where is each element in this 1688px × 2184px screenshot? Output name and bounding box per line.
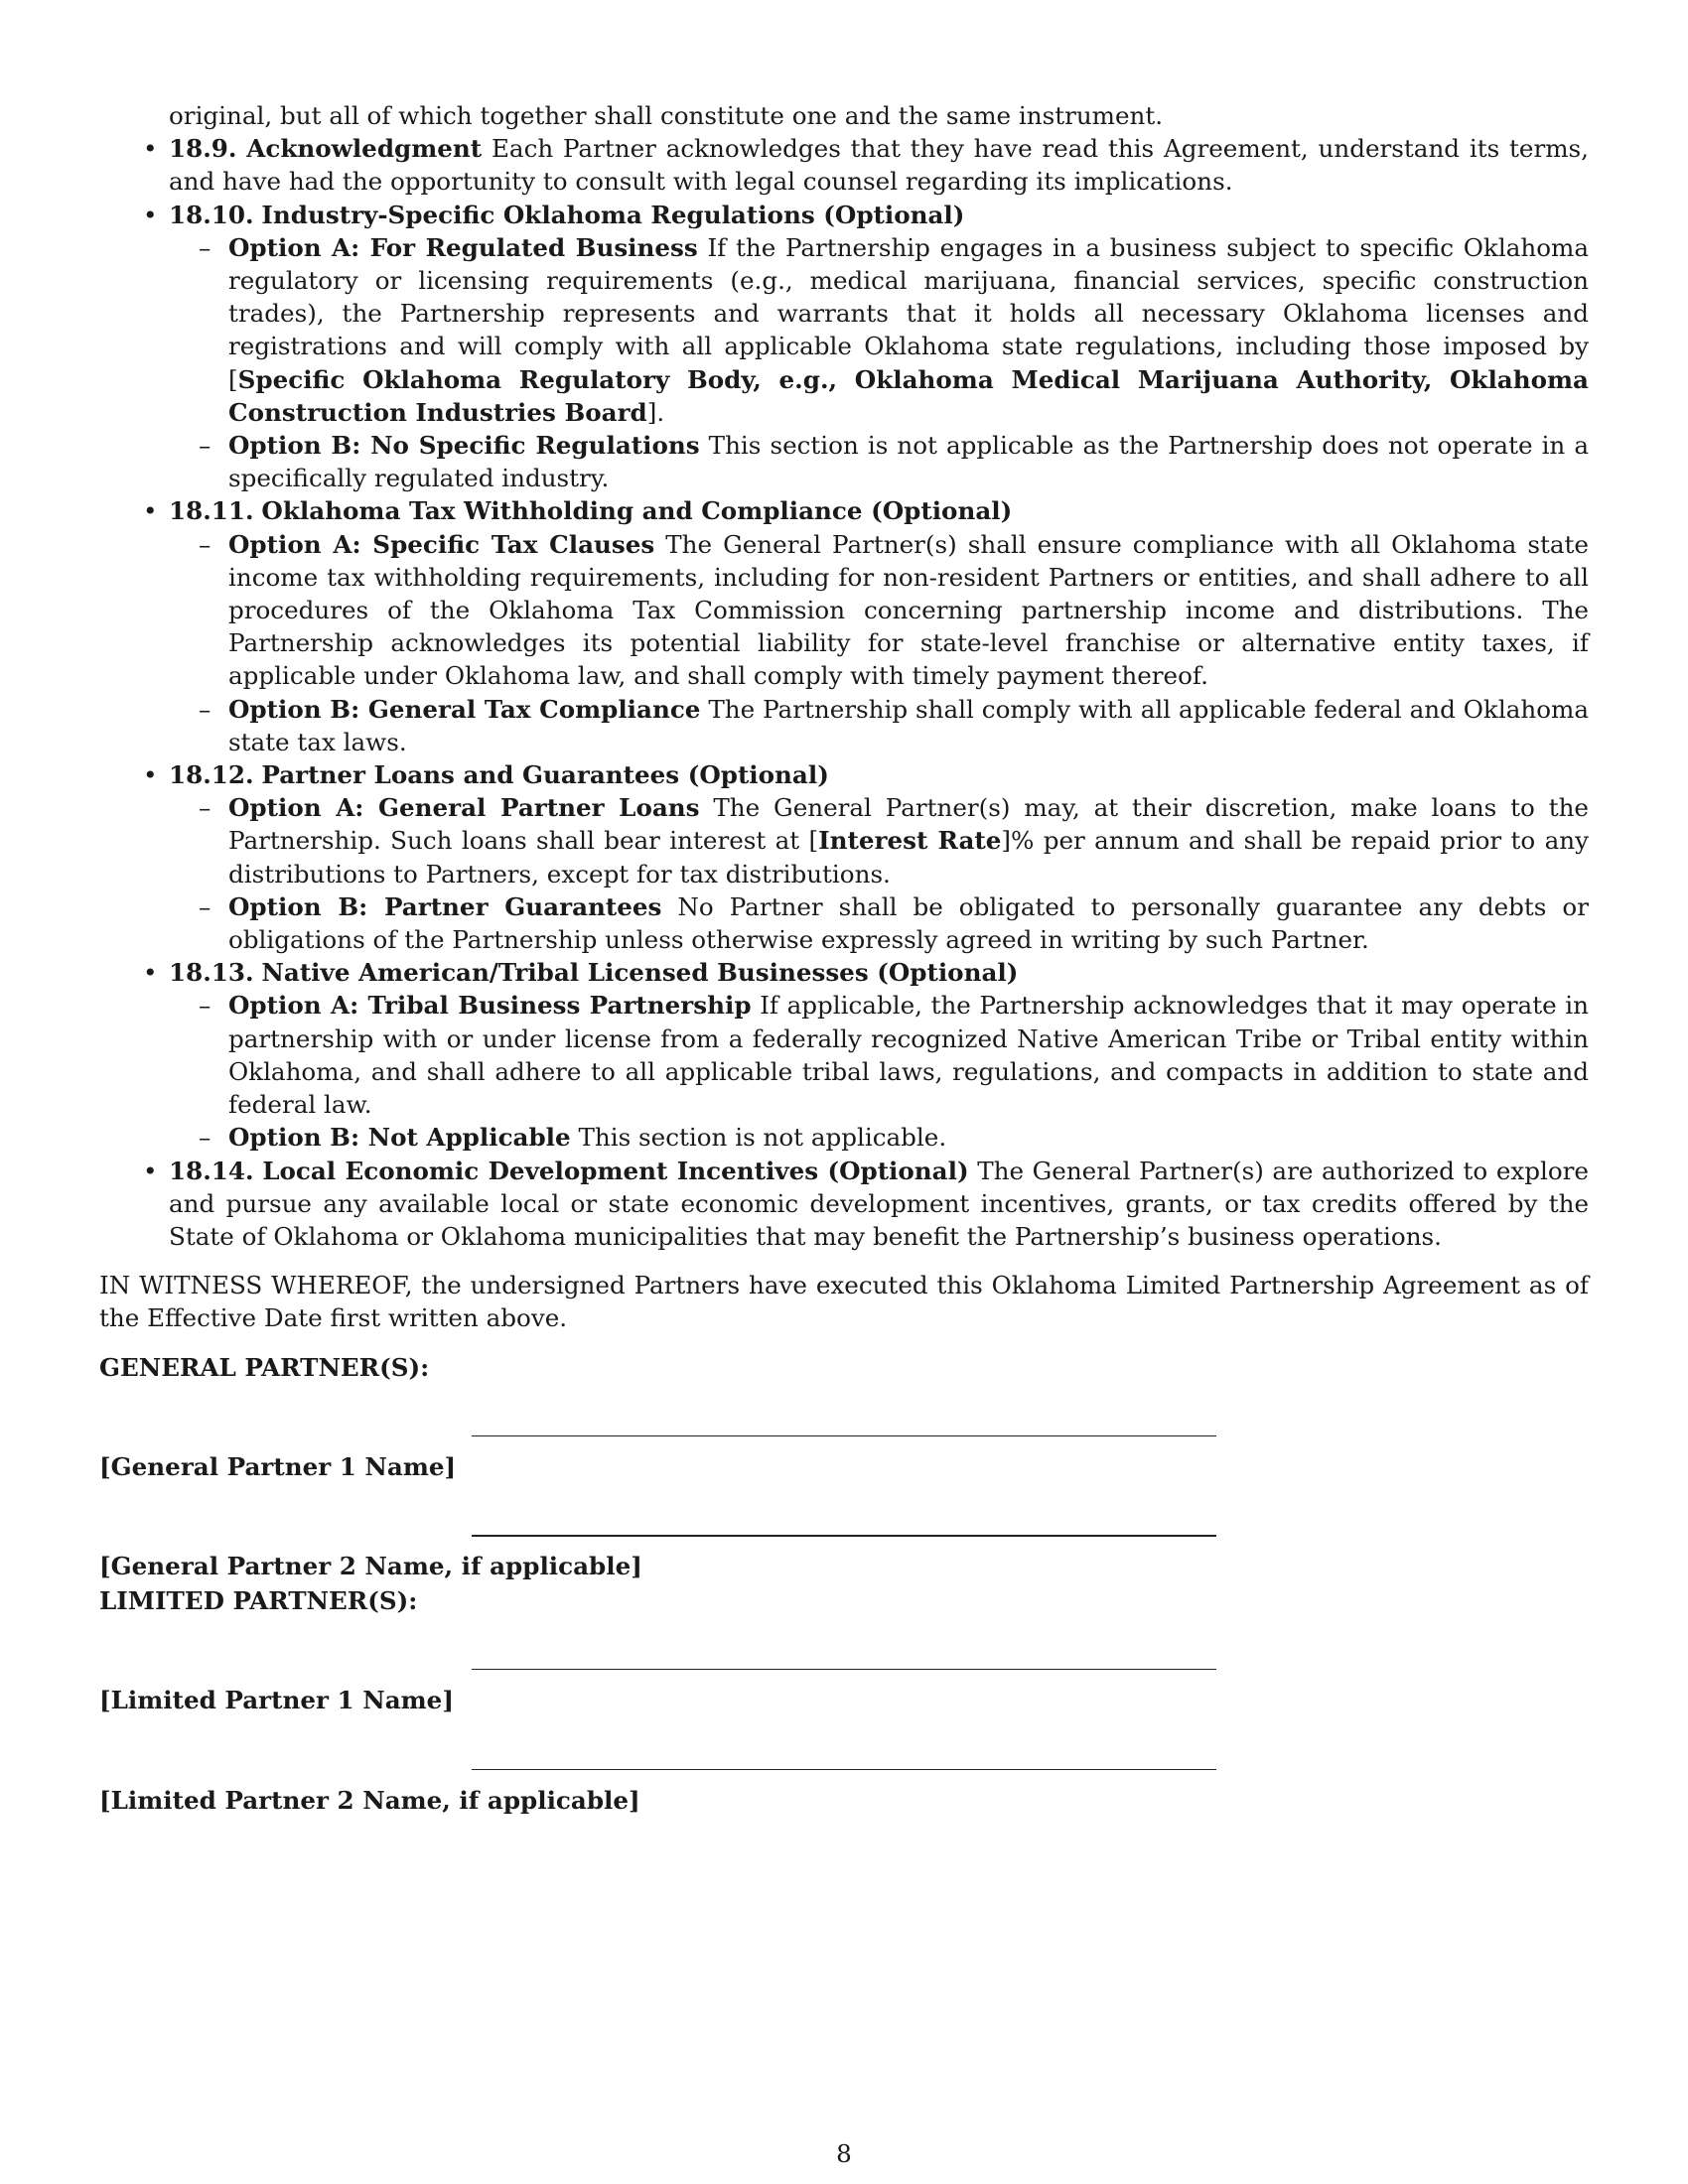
witness-clause: IN WITNESS WHEREOF, the undersigned Partners have executed this Oklahoma Limited Partnership Agreement as of the Effective Date first written above.	[99, 1271, 1589, 1333]
option-list	[169, 791, 1589, 956]
option-list	[169, 231, 1589, 495]
option-a	[169, 528, 1589, 693]
section-number: 18.9.	[169, 134, 237, 164]
option-label: Option A: Specific Tax Clauses	[228, 529, 655, 559]
general-partners-heading: GENERAL PARTNER(S):	[99, 1352, 430, 1382]
option-label: Option B: No Specific Regulations	[228, 431, 700, 461]
option-text: If applicable, the Partnership acknowledges that it may operate in partnership with or under license from a federally recognized Native American Tribe or Tribal entity within Oklahoma, and shall adhere to all applicable tribal laws, regulations, and compacts in addition to state and federal law.	[228, 991, 1590, 1120]
section-title: Oklahoma Tax Withholding and Compliance (Optional)	[261, 496, 1013, 526]
section-list	[99, 132, 1589, 1253]
continued-text: original, but all of which together shall constitute one and the same instrument.	[169, 101, 1164, 130]
signature-line-block	[99, 1617, 1589, 1684]
option-label: Option A: General Partner Loans	[228, 793, 700, 823]
section-18-13	[99, 956, 1589, 1154]
page-number: 8	[836, 2139, 852, 2168]
option-label: Option B: Not Applicable	[228, 1123, 571, 1153]
section-text: Each Partner acknowledges that they have read this Agreement, understand its terms, and have had the opportunity to consult with legal counsel regarding its implications.	[169, 134, 1589, 197]
signatory-name: [Limited Partner 2 Name, if applicable]	[99, 1785, 640, 1815]
signature-line[interactable]	[472, 1435, 1216, 1436]
option-b	[169, 1121, 1589, 1154]
option-label: Option B: Partner Guarantees	[228, 891, 662, 921]
section-number: 18.13.	[169, 958, 254, 988]
section-title: Local Economic Development Incentives (Optional)	[262, 1156, 969, 1185]
option-text: If the Partnership engages in a business subject to specific Oklahoma regulatory or licensing requirements (e.g., medical marijuana, financial services, specific construction trades), the Partnership represents and warrants that it holds all necessary Oklahoma licenses and registrations and will comply with all applicable Oklahoma state regulations, including those imposed by [	[228, 232, 1589, 394]
document-page	[99, 99, 1589, 1817]
option-b	[169, 890, 1589, 956]
option-text: This section is not applicable.	[578, 1123, 947, 1153]
signature-line-block	[99, 1384, 1589, 1450]
option-a	[169, 791, 1589, 890]
section-title: Partner Loans and Guarantees (Optional)	[261, 760, 829, 790]
option-list	[169, 528, 1589, 758]
option-tail: ].	[646, 397, 665, 427]
signatory-name: [General Partner 1 Name]	[99, 1451, 457, 1481]
signature-line-block	[99, 1717, 1589, 1784]
section-number: 18.14.	[169, 1156, 254, 1185]
signatory-name: [General Partner 2 Name, if applicable]	[99, 1551, 642, 1580]
option-bold-insert: Specific Oklahoma Regulatory Body, e.g., Oklahoma Medical Marijuana Authority, Oklahoma Construction Industries Board	[228, 364, 1589, 427]
option-text: The Partnership shall comply with all applicable federal and Oklahoma state tax laws.	[228, 694, 1589, 756]
signature-line-block	[99, 1483, 1589, 1550]
section-text: The General Partner(s) are authorized to explore and pursue any available local or state economic development incentives, grants, or tax credits offered by the State of Oklahoma or Oklahoma municipalities that may benefit the Partnership’s business operations.	[169, 1156, 1589, 1251]
option-text: The General Partner(s) may, at their discretion, make loans to the Partnership. Such loans shall bear interest at [	[228, 793, 1589, 856]
limited-partners-heading: LIMITED PARTNER(S):	[99, 1586, 418, 1616]
option-bold-insert: Interest Rate	[818, 826, 1002, 856]
section-number: 18.10.	[169, 200, 254, 229]
section-18-12	[99, 758, 1589, 956]
option-tail: ]% per annum and shall be repaid prior to any distributions to Partners, except for tax distributions.	[228, 826, 1589, 888]
option-label: Option B: General Tax Compliance	[228, 694, 701, 724]
option-list	[169, 989, 1589, 1154]
section-18-9	[99, 132, 1589, 198]
section-title: Native American/Tribal Licensed Businesses (Optional)	[261, 958, 1019, 988]
signature-line[interactable]	[472, 1535, 1216, 1537]
section-number: 18.12.	[169, 760, 254, 790]
option-text: This section is not applicable as the Partnership does not operate in a specifically regulated industry.	[228, 431, 1589, 493]
signature-line[interactable]	[472, 1669, 1216, 1670]
option-a	[169, 231, 1589, 429]
section-18-11	[99, 494, 1589, 758]
option-b	[169, 429, 1589, 494]
signatory-name: [Limited Partner 1 Name]	[99, 1686, 454, 1715]
section-title: Acknowledgment	[246, 134, 483, 164]
option-text: The General Partner(s) shall ensure compliance with all Oklahoma state income tax withholding requirements, including for non-resident Partners or entities, and shall adhere to all procedures of the Oklahoma Tax Commission concerning partnership income and distributions. The Partnership acknowledges its potential liability for state-level franchise or alternative entity taxes, if applicable under Oklahoma law, and shall comply with timely payment thereof.	[228, 529, 1589, 691]
option-a	[169, 989, 1589, 1121]
option-label: Option A: For Regulated Business	[228, 232, 698, 262]
section-18-14	[99, 1155, 1589, 1254]
option-label: Option A: Tribal Business Partnership	[228, 991, 752, 1021]
section-18-10	[99, 199, 1589, 495]
signature-line[interactable]	[472, 1769, 1216, 1770]
option-b	[169, 693, 1589, 758]
section-number: 18.11.	[169, 496, 254, 526]
section-title: Industry-Specific Oklahoma Regulations (Optional)	[261, 200, 965, 229]
option-text: No Partner shall be obligated to personally guarantee any debts or obligations of the Partnership unless otherwise expressly agreed in writing by such Partner.	[228, 891, 1589, 955]
